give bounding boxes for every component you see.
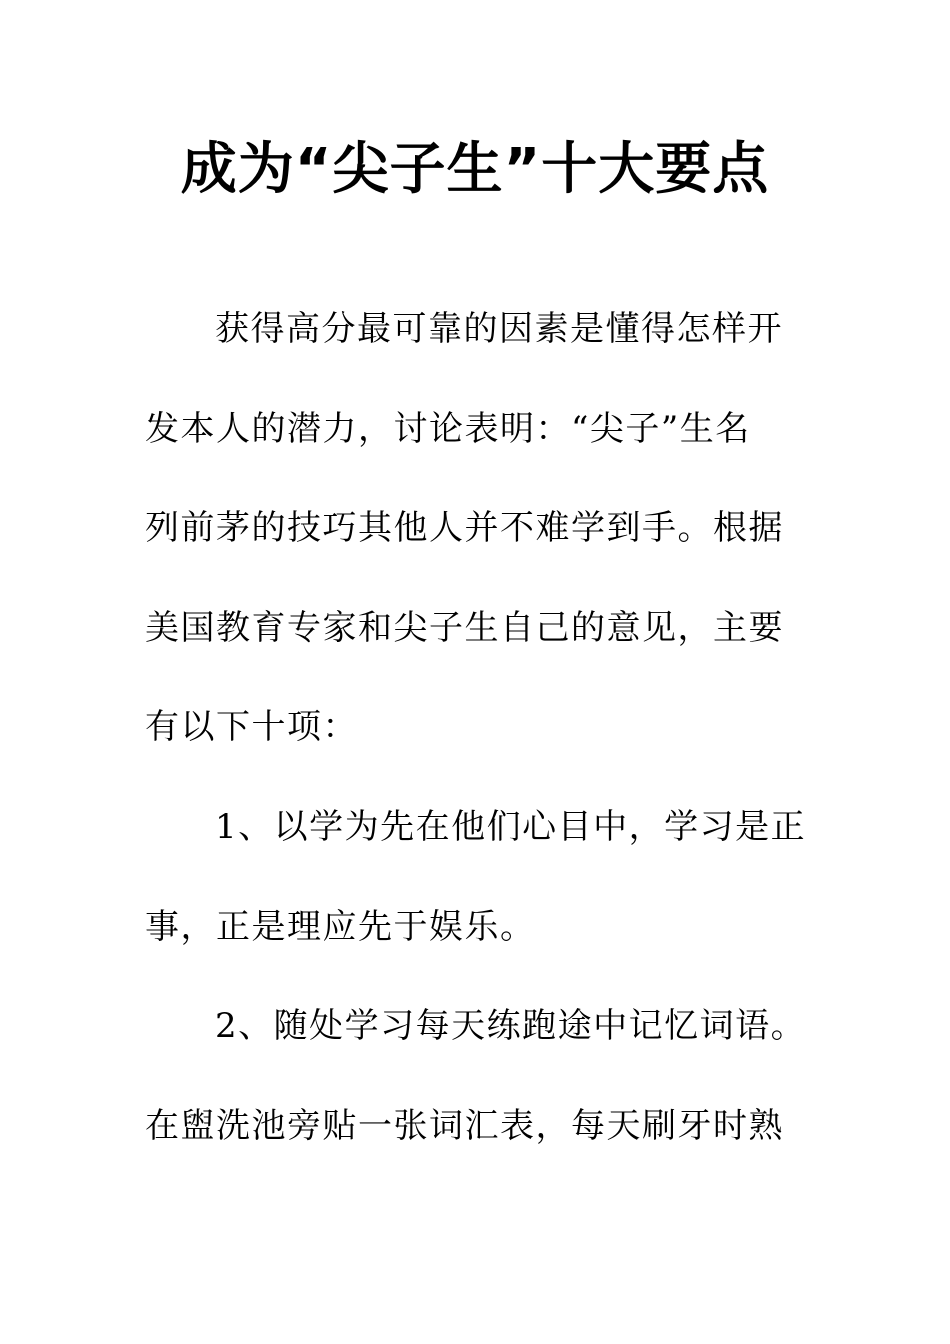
paragraph-line: 有以下十项： [145,707,358,747]
paragraph-line: 事，正是理应先于娱乐。 [145,907,536,947]
paragraph-line: 在盥洗池旁贴一张词汇表，每天刷牙时熟 [145,1106,784,1146]
paragraph-line: 获得高分最可靠的因素是懂得怎样开 [215,309,783,349]
paragraph-line: 1、以学为先在他们心目中，学习是正 [215,807,807,847]
paragraph-line: 列前茅的技巧其他人并不难学到手。根据 [145,508,784,548]
paragraph-line: 2、随处学习每天练跑途中记忆词语。 [215,1006,807,1046]
paragraph-line: 发本人的潜力，讨论表明：“尖子”生名 [145,409,751,449]
paragraph-line: 美国教育专家和尖子生自己的意见，主要 [145,608,784,648]
document-title: 成为“尖子生”十大要点 [180,137,770,202]
